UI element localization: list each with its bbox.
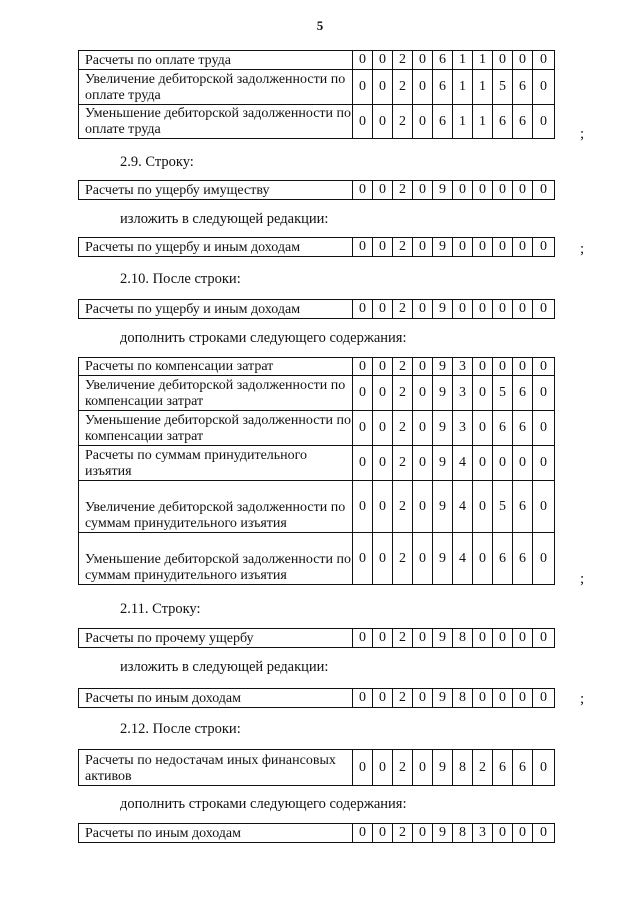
code-digit: 2 bbox=[473, 750, 493, 786]
code-digit: 0 bbox=[473, 358, 493, 376]
code-digit: 0 bbox=[373, 481, 393, 533]
row-label: Увеличение дебиторской задолженности по компенсации затрат bbox=[79, 376, 353, 411]
code-digit: 0 bbox=[413, 70, 433, 105]
code-digit: 0 bbox=[413, 105, 433, 139]
code-digit: 0 bbox=[413, 481, 433, 533]
code-digit: 0 bbox=[473, 411, 493, 446]
table-row bbox=[79, 533, 555, 585]
code-digit: 9 bbox=[433, 181, 453, 200]
code-digit: 2 bbox=[393, 629, 413, 648]
code-digit: 0 bbox=[373, 629, 393, 648]
code-digit: 3 bbox=[453, 411, 473, 446]
code-digit: 6 bbox=[513, 750, 533, 786]
code-digit: 0 bbox=[533, 238, 555, 257]
table-row bbox=[79, 376, 555, 411]
code-digit: 0 bbox=[513, 300, 533, 319]
table-row bbox=[79, 51, 555, 70]
code-digit: 0 bbox=[473, 446, 493, 481]
semicolon: ; bbox=[580, 241, 585, 257]
code-digit: 0 bbox=[353, 481, 373, 533]
code-digit: 0 bbox=[453, 300, 473, 319]
code-digit: 0 bbox=[353, 411, 373, 446]
code-table-8 bbox=[78, 749, 555, 786]
code-digit: 0 bbox=[373, 238, 393, 257]
row-label: Расчеты по иным доходам bbox=[79, 824, 353, 843]
code-digit: 5 bbox=[493, 481, 513, 533]
code-digit: 0 bbox=[533, 358, 555, 376]
code-digit: 0 bbox=[413, 750, 433, 786]
code-digit: 9 bbox=[433, 481, 453, 533]
code-digit: 0 bbox=[373, 181, 393, 200]
table-row bbox=[79, 181, 555, 200]
code-digit: 0 bbox=[373, 358, 393, 376]
code-digit: 8 bbox=[453, 689, 473, 708]
code-digit: 6 bbox=[493, 411, 513, 446]
code-digit: 0 bbox=[353, 105, 373, 139]
code-digit: 0 bbox=[373, 300, 393, 319]
row-label: Увеличение дебиторской задолженности по суммам принудительного изъятия bbox=[79, 481, 353, 533]
code-digit: 0 bbox=[533, 446, 555, 481]
code-digit: 2 bbox=[393, 51, 413, 70]
code-digit: 2 bbox=[393, 70, 413, 105]
code-digit: 6 bbox=[433, 105, 453, 139]
code-digit: 8 bbox=[453, 750, 473, 786]
code-digit: 9 bbox=[433, 238, 453, 257]
code-digit: 6 bbox=[433, 70, 453, 105]
code-digit: 0 bbox=[413, 689, 433, 708]
code-digit: 0 bbox=[533, 105, 555, 139]
code-digit: 0 bbox=[493, 629, 513, 648]
code-digit: 0 bbox=[353, 824, 373, 843]
code-digit: 0 bbox=[473, 376, 493, 411]
row-label: Расчеты по ущербу и иным доходам bbox=[79, 238, 353, 257]
code-digit: 0 bbox=[353, 238, 373, 257]
code-digit: 0 bbox=[533, 51, 555, 70]
code-digit: 0 bbox=[513, 238, 533, 257]
code-digit: 0 bbox=[533, 824, 555, 843]
row-label: Расчеты по компенсации затрат bbox=[79, 358, 353, 376]
code-digit: 0 bbox=[513, 358, 533, 376]
code-table-3 bbox=[78, 237, 555, 257]
code-digit: 0 bbox=[513, 629, 533, 648]
code-digit: 0 bbox=[353, 446, 373, 481]
code-digit: 0 bbox=[353, 533, 373, 585]
row-label: Расчеты по суммам принудительного изъятия bbox=[79, 446, 353, 481]
table-row bbox=[79, 105, 555, 139]
code-digit: 0 bbox=[353, 750, 373, 786]
code-digit: 0 bbox=[533, 533, 555, 585]
code-digit: 0 bbox=[533, 376, 555, 411]
code-digit: 0 bbox=[413, 629, 433, 648]
code-digit: 1 bbox=[473, 70, 493, 105]
code-digit: 0 bbox=[513, 689, 533, 708]
paragraph-2-9: 2.9. Строку: bbox=[120, 154, 194, 170]
code-digit: 0 bbox=[473, 238, 493, 257]
code-digit: 4 bbox=[453, 481, 473, 533]
code-digit: 0 bbox=[373, 750, 393, 786]
code-digit: 4 bbox=[453, 446, 473, 481]
code-digit: 2 bbox=[393, 689, 413, 708]
row-label: Расчеты по недостачам иных финансовых активов bbox=[79, 750, 353, 786]
code-digit: 0 bbox=[513, 181, 533, 200]
code-digit: 6 bbox=[493, 105, 513, 139]
code-digit: 0 bbox=[373, 446, 393, 481]
code-digit: 0 bbox=[413, 533, 433, 585]
code-digit: 0 bbox=[473, 181, 493, 200]
code-digit: 0 bbox=[353, 689, 373, 708]
code-digit: 5 bbox=[493, 70, 513, 105]
code-digit: 0 bbox=[373, 51, 393, 70]
code-digit: 6 bbox=[513, 533, 533, 585]
table-row bbox=[79, 629, 555, 648]
row-label: Расчеты по ущербу и иным доходам bbox=[79, 300, 353, 319]
code-digit: 0 bbox=[473, 481, 493, 533]
row-label: Расчеты по оплате труда bbox=[79, 51, 353, 70]
code-digit: 0 bbox=[373, 689, 393, 708]
paragraph-edit-2: изложить в следующей редакции: bbox=[120, 659, 329, 675]
code-digit: 9 bbox=[433, 446, 453, 481]
code-digit: 0 bbox=[493, 300, 513, 319]
code-digit: 2 bbox=[393, 411, 413, 446]
code-digit: 0 bbox=[533, 411, 555, 446]
code-digit: 0 bbox=[513, 824, 533, 843]
code-digit: 0 bbox=[353, 300, 373, 319]
code-table-5 bbox=[78, 357, 555, 585]
paragraph-2-11: 2.11. Строку: bbox=[120, 601, 201, 617]
code-digit: 0 bbox=[373, 824, 393, 843]
code-digit: 2 bbox=[393, 824, 413, 843]
code-digit: 3 bbox=[453, 358, 473, 376]
code-digit: 0 bbox=[353, 629, 373, 648]
code-digit: 0 bbox=[413, 300, 433, 319]
code-digit: 0 bbox=[533, 70, 555, 105]
code-digit: 6 bbox=[513, 70, 533, 105]
semicolon: ; bbox=[580, 691, 585, 707]
table-row bbox=[79, 750, 555, 786]
code-table-4 bbox=[78, 299, 555, 319]
code-digit: 0 bbox=[373, 411, 393, 446]
table-row bbox=[79, 238, 555, 257]
code-digit: 0 bbox=[373, 105, 393, 139]
code-digit: 6 bbox=[513, 411, 533, 446]
code-digit: 6 bbox=[513, 105, 533, 139]
code-table-9 bbox=[78, 823, 555, 843]
code-digit: 2 bbox=[393, 446, 413, 481]
code-digit: 0 bbox=[533, 300, 555, 319]
code-digit: 0 bbox=[373, 533, 393, 585]
table-row bbox=[79, 358, 555, 376]
code-digit: 0 bbox=[533, 481, 555, 533]
code-digit: 2 bbox=[393, 533, 413, 585]
code-digit: 0 bbox=[493, 358, 513, 376]
code-digit: 0 bbox=[413, 51, 433, 70]
code-digit: 3 bbox=[453, 376, 473, 411]
code-digit: 0 bbox=[413, 238, 433, 257]
table-row bbox=[79, 411, 555, 446]
code-digit: 9 bbox=[433, 358, 453, 376]
code-digit: 2 bbox=[393, 358, 413, 376]
paragraph-edit-1: изложить в следующей редакции: bbox=[120, 211, 329, 227]
paragraph-2-10: 2.10. После строки: bbox=[120, 271, 241, 287]
code-digit: 1 bbox=[473, 51, 493, 70]
code-digit: 9 bbox=[433, 689, 453, 708]
code-digit: 0 bbox=[413, 411, 433, 446]
semicolon: ; bbox=[580, 126, 585, 142]
table-row bbox=[79, 70, 555, 105]
code-digit: 0 bbox=[513, 446, 533, 481]
code-digit: 0 bbox=[493, 181, 513, 200]
table-row bbox=[79, 481, 555, 533]
code-table-2 bbox=[78, 180, 555, 200]
code-digit: 0 bbox=[413, 358, 433, 376]
code-digit: 0 bbox=[533, 689, 555, 708]
code-digit: 0 bbox=[353, 181, 373, 200]
code-digit: 6 bbox=[513, 481, 533, 533]
code-digit: 9 bbox=[433, 300, 453, 319]
paragraph-add-1: дополнить строками следующего содержания: bbox=[120, 330, 407, 346]
code-digit: 0 bbox=[493, 824, 513, 843]
code-digit: 0 bbox=[413, 181, 433, 200]
code-digit: 0 bbox=[533, 629, 555, 648]
code-digit: 0 bbox=[373, 376, 393, 411]
row-label: Расчеты по иным доходам bbox=[79, 689, 353, 708]
code-digit: 0 bbox=[453, 238, 473, 257]
table-row bbox=[79, 824, 555, 843]
code-digit: 2 bbox=[393, 376, 413, 411]
code-digit: 0 bbox=[493, 446, 513, 481]
code-digit: 6 bbox=[493, 750, 513, 786]
code-digit: 0 bbox=[413, 446, 433, 481]
semicolon: ; bbox=[580, 571, 585, 587]
code-digit: 1 bbox=[473, 105, 493, 139]
row-label: Расчеты по прочему ущербу bbox=[79, 629, 353, 648]
code-digit: 5 bbox=[493, 376, 513, 411]
row-label: Уменьшение дебиторской задолженности по суммам принудительного изъятия bbox=[79, 533, 353, 585]
paragraph-2-12: 2.12. После строки: bbox=[120, 721, 241, 737]
code-digit: 0 bbox=[473, 300, 493, 319]
row-label: Уменьшение дебиторской задолженности по оплате труда bbox=[79, 105, 353, 139]
code-digit: 1 bbox=[453, 105, 473, 139]
code-digit: 1 bbox=[453, 51, 473, 70]
code-digit: 9 bbox=[433, 824, 453, 843]
code-digit: 6 bbox=[513, 376, 533, 411]
code-digit: 0 bbox=[353, 51, 373, 70]
code-digit: 0 bbox=[413, 824, 433, 843]
code-digit: 0 bbox=[373, 70, 393, 105]
code-digit: 0 bbox=[533, 750, 555, 786]
code-digit: 0 bbox=[473, 533, 493, 585]
code-digit: 0 bbox=[493, 51, 513, 70]
code-digit: 0 bbox=[353, 70, 373, 105]
code-digit: 9 bbox=[433, 376, 453, 411]
row-label: Уменьшение дебиторской задолженности по компенсации затрат bbox=[79, 411, 353, 446]
code-digit: 9 bbox=[433, 750, 453, 786]
code-digit: 0 bbox=[513, 51, 533, 70]
code-digit: 0 bbox=[493, 689, 513, 708]
code-digit: 0 bbox=[413, 376, 433, 411]
code-digit: 2 bbox=[393, 481, 413, 533]
page-number: 5 bbox=[316, 18, 324, 33]
code-digit: 0 bbox=[353, 376, 373, 411]
code-digit: 4 bbox=[453, 533, 473, 585]
code-digit: 2 bbox=[393, 181, 413, 200]
code-digit: 9 bbox=[433, 629, 453, 648]
code-digit: 6 bbox=[493, 533, 513, 585]
code-digit: 9 bbox=[433, 411, 453, 446]
code-digit: 2 bbox=[393, 300, 413, 319]
table-row bbox=[79, 300, 555, 319]
code-table-7 bbox=[78, 688, 555, 708]
code-digit: 9 bbox=[433, 533, 453, 585]
code-digit: 0 bbox=[353, 358, 373, 376]
code-digit: 2 bbox=[393, 750, 413, 786]
code-digit: 1 bbox=[453, 70, 473, 105]
row-label: Увеличение дебиторской задолженности по оплате труда bbox=[79, 70, 353, 105]
code-digit: 8 bbox=[453, 824, 473, 843]
paragraph-add-2: дополнить строками следующего содержания: bbox=[120, 796, 407, 812]
table-row bbox=[79, 689, 555, 708]
code-digit: 3 bbox=[473, 824, 493, 843]
code-digit: 0 bbox=[533, 181, 555, 200]
code-table-6 bbox=[78, 628, 555, 648]
code-digit: 0 bbox=[473, 629, 493, 648]
code-digit: 0 bbox=[493, 238, 513, 257]
code-digit: 2 bbox=[393, 238, 413, 257]
code-digit: 6 bbox=[433, 51, 453, 70]
code-table-1 bbox=[78, 50, 555, 139]
row-label: Расчеты по ущербу имуществу bbox=[79, 181, 353, 200]
code-digit: 0 bbox=[453, 181, 473, 200]
code-digit: 0 bbox=[473, 689, 493, 708]
table-row bbox=[79, 446, 555, 481]
code-digit: 8 bbox=[453, 629, 473, 648]
code-digit: 2 bbox=[393, 105, 413, 139]
